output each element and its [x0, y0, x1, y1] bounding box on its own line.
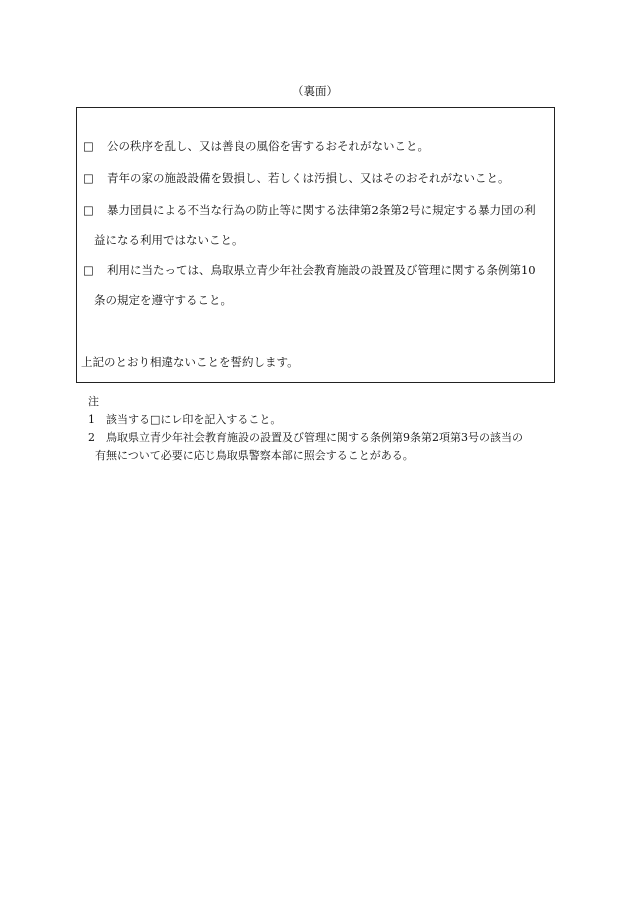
note-item-2-continuation: 有無について必要に応じ鳥取県警察本部に照会することがある。 — [95, 449, 414, 462]
declaration-item-1 — [83, 141, 550, 153]
declaration-item-text: 利用に当たっては、鳥取県立青少年社会教育施設の設置及び管理に関する条例第10 — [107, 263, 536, 277]
declaration-item-4-continuation: 条の規定を遵守すること。 — [94, 293, 232, 307]
checkbox[interactable]: □ — [83, 139, 94, 153]
oath-statement: 上記のとおり相違ないことを誓約します。 — [81, 355, 299, 369]
declaration-item-2 — [83, 173, 550, 185]
note-number: 1 — [88, 413, 95, 426]
declaration-item-text: 公の秩序を乱し、又は善良の風俗を害するおそれがないこと。 — [107, 139, 429, 153]
page-heading: （裏面） — [292, 84, 338, 98]
checkbox[interactable]: □ — [83, 203, 94, 217]
declaration-box — [76, 107, 555, 383]
declaration-item-3 — [83, 205, 550, 217]
declaration-item-3-continuation: 益になる利用ではないこと。 — [94, 233, 244, 247]
declaration-item-text: 青年の家の施設設備を毀損し、若しくは汚損し、又はそのおそれがないこと。 — [107, 171, 510, 185]
note-item-2 — [88, 432, 523, 443]
note-item-1 — [88, 414, 281, 425]
checkbox[interactable]: □ — [83, 171, 94, 185]
checkbox[interactable]: □ — [83, 263, 94, 277]
declaration-item-text: 暴力団員による不当な行為の防止等に関する法律第2条第2号に規定する暴力団の利 — [107, 203, 536, 217]
declaration-item-4 — [83, 265, 550, 277]
notes-title: 注 — [88, 395, 99, 408]
note-text: 鳥取県立青少年社会教育施設の設置及び管理に関する条例第9条第2項第3号の該当の — [106, 431, 523, 444]
note-text: 該当する□にレ印を記入すること。 — [106, 413, 282, 426]
note-number: 2 — [88, 431, 95, 444]
